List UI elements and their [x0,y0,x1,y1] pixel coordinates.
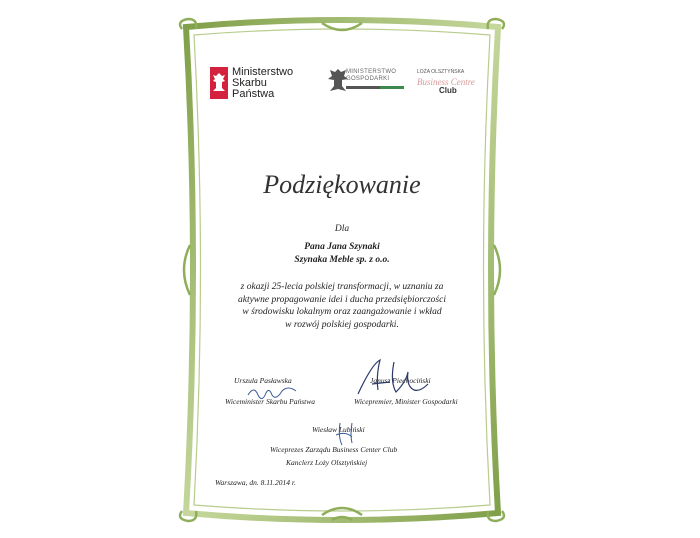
ministry-treasury-logo [210,66,294,104]
signature-1-name: Urszula Pasławska [234,376,292,385]
bcc-club: Club [439,86,457,95]
bcc-business-centre: Business Centre [417,77,475,87]
signature-3-name: Wiesław Lubiński [312,425,365,434]
bcc-lodge-name: LOŻA OLSZTYŃSKA [417,69,465,75]
economy-ministry-name: MINISTERSTWO GOSPODARKI [346,69,397,82]
issue-date: Warszawa, dn. 8.11.2014 r. [215,478,296,487]
certificate-title: Podziękowanie [263,170,421,199]
recipient: Pana Jana Szynaki Szynaka Meble sp. z o.o. [294,242,390,265]
ministry-name: Ministerstwo Skarbu Państwa [232,66,294,100]
for-label: Dla [334,224,350,234]
signature-2-role: Wicepremier, Minister Gospodarki [354,397,458,406]
signature-3-role: Wiceprezes Zarządu Business Center Club [270,445,398,454]
signature-2-name: Janusz Piechociński [370,376,431,385]
signature-1-role: Wiceminister Skarbu Państwa [225,397,315,406]
certificate-body: z okazji 25-lecia polskiej transformacji, w uznaniu za aktywne propagowanie idei i ducha przedsiębiorczości w środowisku lokalnym oraz zaangażowanie i wkład w rozwój polskiej gospodarki. [237,282,446,330]
signature-2-handwriting [352,356,442,400]
certificate [172,15,512,525]
logo-bar-icon [346,85,404,91]
polish-emblem-icon [210,67,228,99]
signature-3-role-2: Kanclerz Loży Olsztyńskiej [286,458,368,467]
